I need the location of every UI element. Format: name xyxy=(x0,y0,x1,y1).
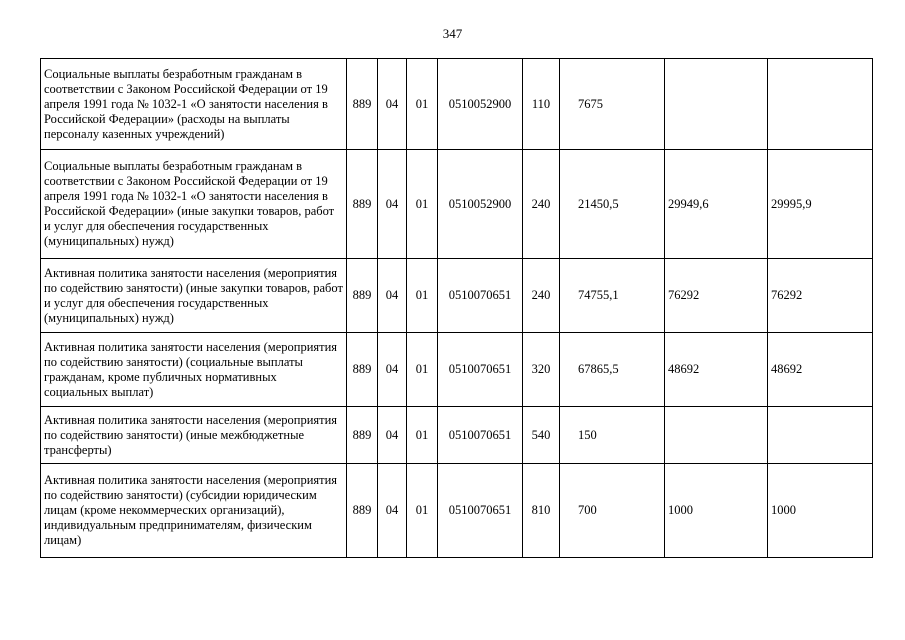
amount-year-2: 1000 xyxy=(665,464,768,558)
table-row xyxy=(41,150,873,259)
row-description: Социальные выплаты безработным гражданам в соответствии с Законом Российской Федерации от 19 апреля 1991 года № 1032-1 «О занятости населения в Российской Федерации» (иные закупки товаров, работ и услуг для обеспечения государственных (муниципальных) нужд) xyxy=(41,150,347,259)
amount-year-3 xyxy=(768,59,873,150)
page-number: 347 xyxy=(442,26,463,41)
amount-year-3: 1000 xyxy=(768,464,873,558)
amount-year-2 xyxy=(665,407,768,464)
amount-year-1: 74755,1 xyxy=(560,259,665,333)
ministry-code: 889 xyxy=(347,464,378,558)
amount-year-1: 21450,5 xyxy=(560,150,665,259)
expense-type-code: 110 xyxy=(523,59,560,150)
amount-year-1: 150 xyxy=(560,407,665,464)
section-code: 04 xyxy=(378,259,407,333)
amount-year-2: 29949,6 xyxy=(665,150,768,259)
table-row xyxy=(41,259,873,333)
target-article-code: 0510052900 xyxy=(438,59,523,150)
expense-type-code: 240 xyxy=(523,150,560,259)
expense-type-code: 320 xyxy=(523,333,560,407)
subsection-code: 01 xyxy=(407,464,438,558)
target-article-code: 0510052900 xyxy=(438,150,523,259)
amount-year-2: 48692 xyxy=(665,333,768,407)
section-code: 04 xyxy=(378,333,407,407)
amount-year-1: 67865,5 xyxy=(560,333,665,407)
target-article-code: 0510070651 xyxy=(438,407,523,464)
table-body xyxy=(41,59,873,558)
target-article-code: 0510070651 xyxy=(438,333,523,407)
table-row xyxy=(41,59,873,150)
section-code: 04 xyxy=(378,59,407,150)
amount-year-3: 76292 xyxy=(768,259,873,333)
expense-type-code: 810 xyxy=(523,464,560,558)
ministry-code: 889 xyxy=(347,59,378,150)
amount-year-2: 76292 xyxy=(665,259,768,333)
amount-year-1: 700 xyxy=(560,464,665,558)
subsection-code: 01 xyxy=(407,150,438,259)
amount-year-3 xyxy=(768,407,873,464)
ministry-code: 889 xyxy=(347,407,378,464)
row-description: Активная политика занятости населения (мероприятия по содействию занятости) (иные межбюджетные трансферты) xyxy=(41,407,347,464)
ministry-code: 889 xyxy=(347,333,378,407)
table-row xyxy=(41,407,873,464)
budget-table xyxy=(40,58,873,558)
row-description: Активная политика занятости населения (мероприятия по содействию занятости) (социальные выплаты гражданам, кроме публичных нормативных социальных выплат) xyxy=(41,333,347,407)
row-description: Активная политика занятости населения (мероприятия по содействию занятости) (иные закупки товаров, работ и услуг для обеспечения государственных (муниципальных) нужд) xyxy=(41,259,347,333)
ministry-code: 889 xyxy=(347,150,378,259)
subsection-code: 01 xyxy=(407,407,438,464)
amount-year-1: 7675 xyxy=(560,59,665,150)
table-row xyxy=(41,333,873,407)
subsection-code: 01 xyxy=(407,259,438,333)
section-code: 04 xyxy=(378,464,407,558)
section-code: 04 xyxy=(378,150,407,259)
amount-year-2 xyxy=(665,59,768,150)
ministry-code: 889 xyxy=(347,259,378,333)
amount-year-3: 48692 xyxy=(768,333,873,407)
amount-year-3: 29995,9 xyxy=(768,150,873,259)
row-description: Активная политика занятости населения (мероприятия по содействию занятости) (субсидии юридическим лицам (кроме некоммерческих организаций), индивидуальным предпринимателям, физическим лицам) xyxy=(41,464,347,558)
subsection-code: 01 xyxy=(407,59,438,150)
expense-type-code: 540 xyxy=(523,407,560,464)
expense-type-code: 240 xyxy=(523,259,560,333)
section-code: 04 xyxy=(378,407,407,464)
target-article-code: 0510070651 xyxy=(438,259,523,333)
subsection-code: 01 xyxy=(407,333,438,407)
row-description: Социальные выплаты безработным гражданам в соответствии с Законом Российской Федерации от 19 апреля 1991 года № 1032-1 «О занятости населения в Российской Федерации» (расходы на выплаты персоналу казенных учреждений) xyxy=(41,59,347,150)
table-row xyxy=(41,464,873,558)
target-article-code: 0510070651 xyxy=(438,464,523,558)
